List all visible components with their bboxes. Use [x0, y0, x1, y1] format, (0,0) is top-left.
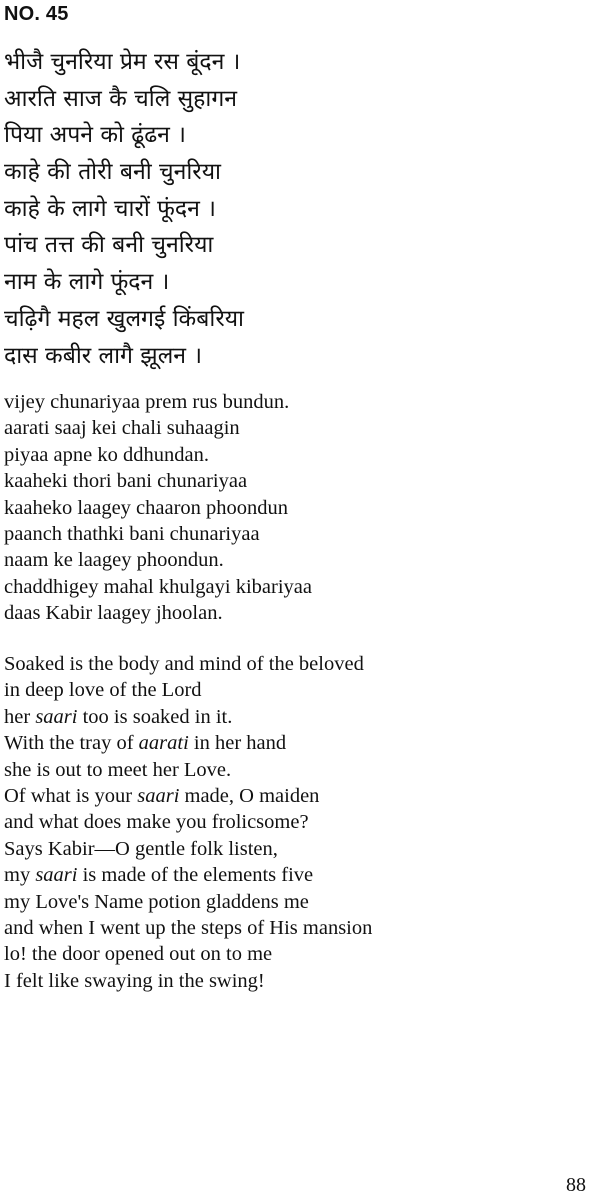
transliteration-line: daas Kabir laagey jhoolan.	[4, 602, 223, 625]
italic-term: saari	[137, 784, 180, 807]
english-line	[4, 968, 594, 994]
line-text: I felt like swaying in the swing!	[4, 969, 265, 992]
hindi-verse	[4, 44, 594, 374]
transliteration-line: vijey chunariyaa prem rus bundun.	[4, 391, 290, 413]
english-line	[4, 783, 594, 809]
transliteration-line: naam ke laagey phoondun.	[4, 549, 224, 572]
english-line	[4, 889, 594, 915]
line-text: With the tray of	[4, 732, 139, 755]
hindi-line: दास कबीर लागै झूलन ।	[4, 342, 203, 369]
line-text: Of what is your	[4, 784, 138, 807]
english-line	[4, 704, 594, 730]
english-line	[4, 757, 594, 783]
line-text: Soaked is the body and mind of the beloved	[4, 653, 364, 675]
transliteration-line: piyaa apne ko ddhundan.	[4, 443, 209, 466]
english-line	[4, 809, 594, 835]
line-text: my	[4, 864, 36, 887]
transliteration-line: kaaheko laagey chaaron phoondun	[4, 496, 289, 519]
line-text: she is out to meet her Love.	[4, 758, 232, 781]
line-text: too is soaked in it.	[77, 705, 233, 728]
line-text: my Love's Name potion gladdens me	[4, 890, 309, 913]
line-text: Says Kabir—O gentle folk listen,	[4, 837, 278, 860]
hindi-line: पिया अपने को ढूंढन ।	[4, 122, 186, 149]
hindi-line: काहे के लागे चारों फूंदन ।	[4, 195, 216, 222]
line-text: is made of the elements five	[77, 864, 314, 887]
english-line	[4, 677, 594, 703]
line-text: and when I went up the steps of His mansion	[4, 916, 373, 939]
transliteration-line: paanch thathki bani chunariyaa	[4, 522, 260, 545]
line-text: in deep love of the Lord	[4, 679, 202, 702]
italic-term: aarati	[138, 732, 189, 755]
italic-term: saari	[35, 864, 78, 887]
poem-number: NO. 45	[4, 3, 69, 25]
page-number: 88	[566, 1174, 586, 1196]
hindi-line: चढ़िगै महल खुलगई किंबरिया	[4, 305, 245, 332]
hindi-line: पांच तत्त की बनी चुनरिया	[4, 232, 214, 259]
hindi-line: आरति साज कै चलि सुहागन	[4, 85, 238, 112]
english-line	[4, 941, 594, 967]
english-line	[4, 915, 594, 941]
hindi-line: भीजै चुनरिया प्रेम रस बूंदन ।	[4, 49, 241, 75]
line-text: in her hand	[188, 732, 287, 755]
hindi-line: काहे की तोरी बनी चुनरिया	[4, 159, 222, 186]
hindi-line: नाम के लागे फूंदन ।	[4, 269, 170, 296]
english-line	[4, 651, 594, 677]
line-text: and what does make you frolicsome?	[4, 811, 309, 834]
transliteration-line: chaddhigey mahal khulgayi kibariyaa	[4, 575, 312, 598]
line-text: made, O maiden	[179, 784, 320, 807]
italic-term: saari	[35, 705, 78, 728]
transliteration-verse	[4, 389, 594, 627]
english-line	[4, 730, 594, 756]
line-text: her	[4, 705, 36, 728]
line-text: lo! the door opened out on to me	[4, 943, 273, 966]
english-line	[4, 836, 594, 862]
english-line	[4, 862, 594, 888]
transliteration-line: kaaheki thori bani chunariyaa	[4, 470, 248, 493]
english-translation	[4, 651, 594, 994]
transliteration-line: aarati saaj kei chali suhaagin	[4, 417, 240, 440]
